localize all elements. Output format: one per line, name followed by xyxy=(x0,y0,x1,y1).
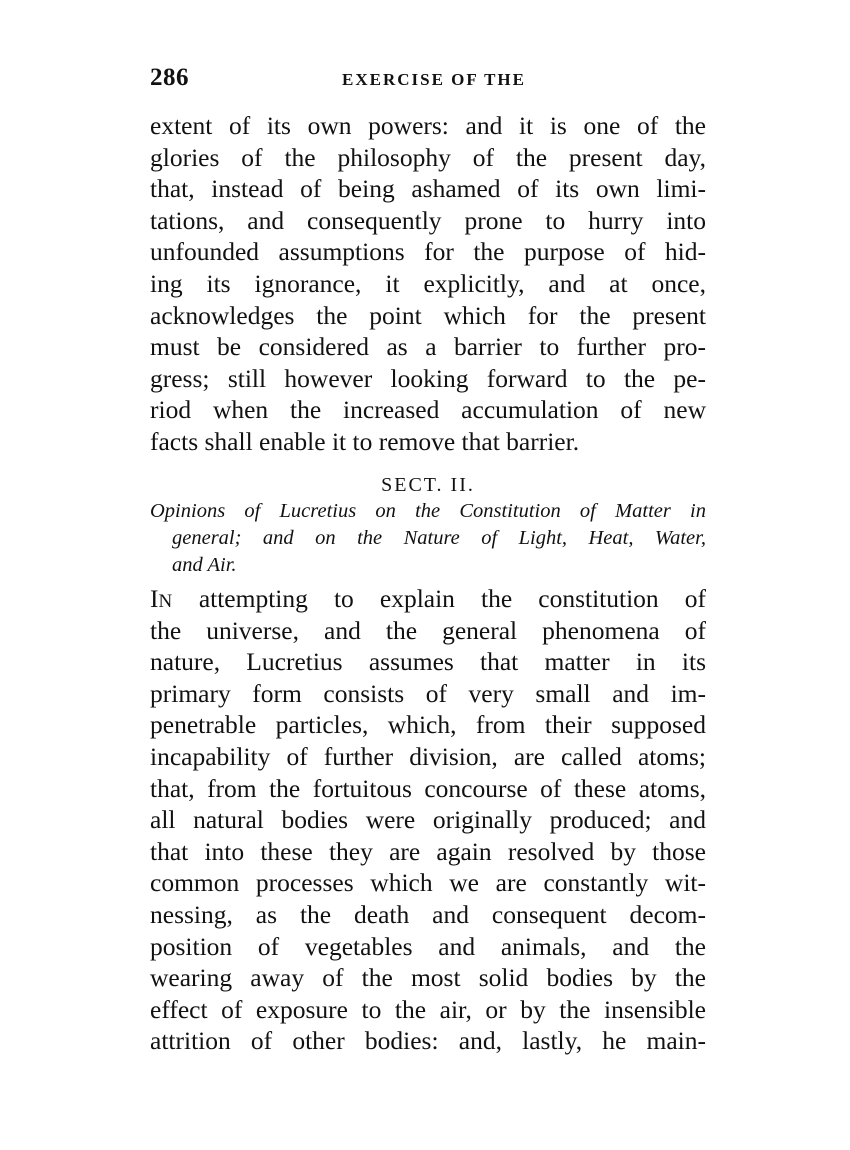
text-line: that, instead of being ashamed of its own limi- xyxy=(150,174,706,204)
text-line: all natural bodies were originally produced; and xyxy=(150,805,706,835)
text-line: incapability of further division, are called atoms; xyxy=(150,741,706,771)
section-heading xyxy=(150,498,706,579)
text-line: wearing away of the most solid bodies by the xyxy=(150,963,706,993)
text-line: the universe, and the general phenomena of xyxy=(150,615,706,645)
text-line: must be considered as a barrier to further pro- xyxy=(150,332,706,362)
opening-line-text: attempting to explain the constitution of xyxy=(172,584,706,613)
heading-line: Opinions of Lucretius on the Constitution of Matter in xyxy=(150,500,706,522)
page-number: 286 xyxy=(150,64,189,91)
running-header xyxy=(150,64,710,94)
section-label: SECT. II. xyxy=(381,474,475,496)
heading-line: and Air. xyxy=(172,554,237,576)
text-line: glories of the philosophy of the present day, xyxy=(150,142,706,172)
text-line: that, from the fortuitous concourse of these atoms, xyxy=(150,773,706,803)
text-line: nature, Lucretius assumes that matter in its xyxy=(150,647,706,677)
text-line: primary form consists of very small and im- xyxy=(150,678,706,708)
heading-line: general; and on the Nature of Light, Heat, Water, xyxy=(172,527,706,549)
text-line: that into these they are again resolved by those xyxy=(150,836,706,866)
paragraph-two xyxy=(150,583,706,1057)
initial-small-cap: N xyxy=(158,591,173,612)
text-line: penetrable particles, which, from their supposed xyxy=(150,710,706,740)
text-line: acknowledges the point which for the present xyxy=(150,300,706,330)
text-line: nessing, as the death and consequent decom- xyxy=(150,899,706,929)
initial-capital: I xyxy=(150,584,159,613)
text-line-opening xyxy=(150,583,706,615)
text-line: ing its ignorance, it explicitly, and at once, xyxy=(150,268,706,298)
text-line: attrition of other bodies: and, lastly, he main- xyxy=(150,1026,706,1056)
text-line: gress; still however looking forward to the pe- xyxy=(150,363,706,393)
text-line: riod when the increased accumulation of new xyxy=(150,395,706,425)
text-line: effect of exposure to the air, or by the insensible xyxy=(150,994,706,1024)
text-line: position of vegetables and animals, and the xyxy=(150,931,706,961)
text-line: common processes which we are constantly wit- xyxy=(150,868,706,898)
text-line: unfounded assumptions for the purpose of hid- xyxy=(150,237,706,267)
running-title: EXERCISE OF THE xyxy=(342,70,526,89)
text-line: facts shall enable it to remove that barrier. xyxy=(150,426,580,456)
paragraph-one xyxy=(150,110,706,458)
text-line: extent of its own powers: and it is one of the xyxy=(150,111,706,140)
text-line: tations, and consequently prone to hurry into xyxy=(150,205,706,235)
